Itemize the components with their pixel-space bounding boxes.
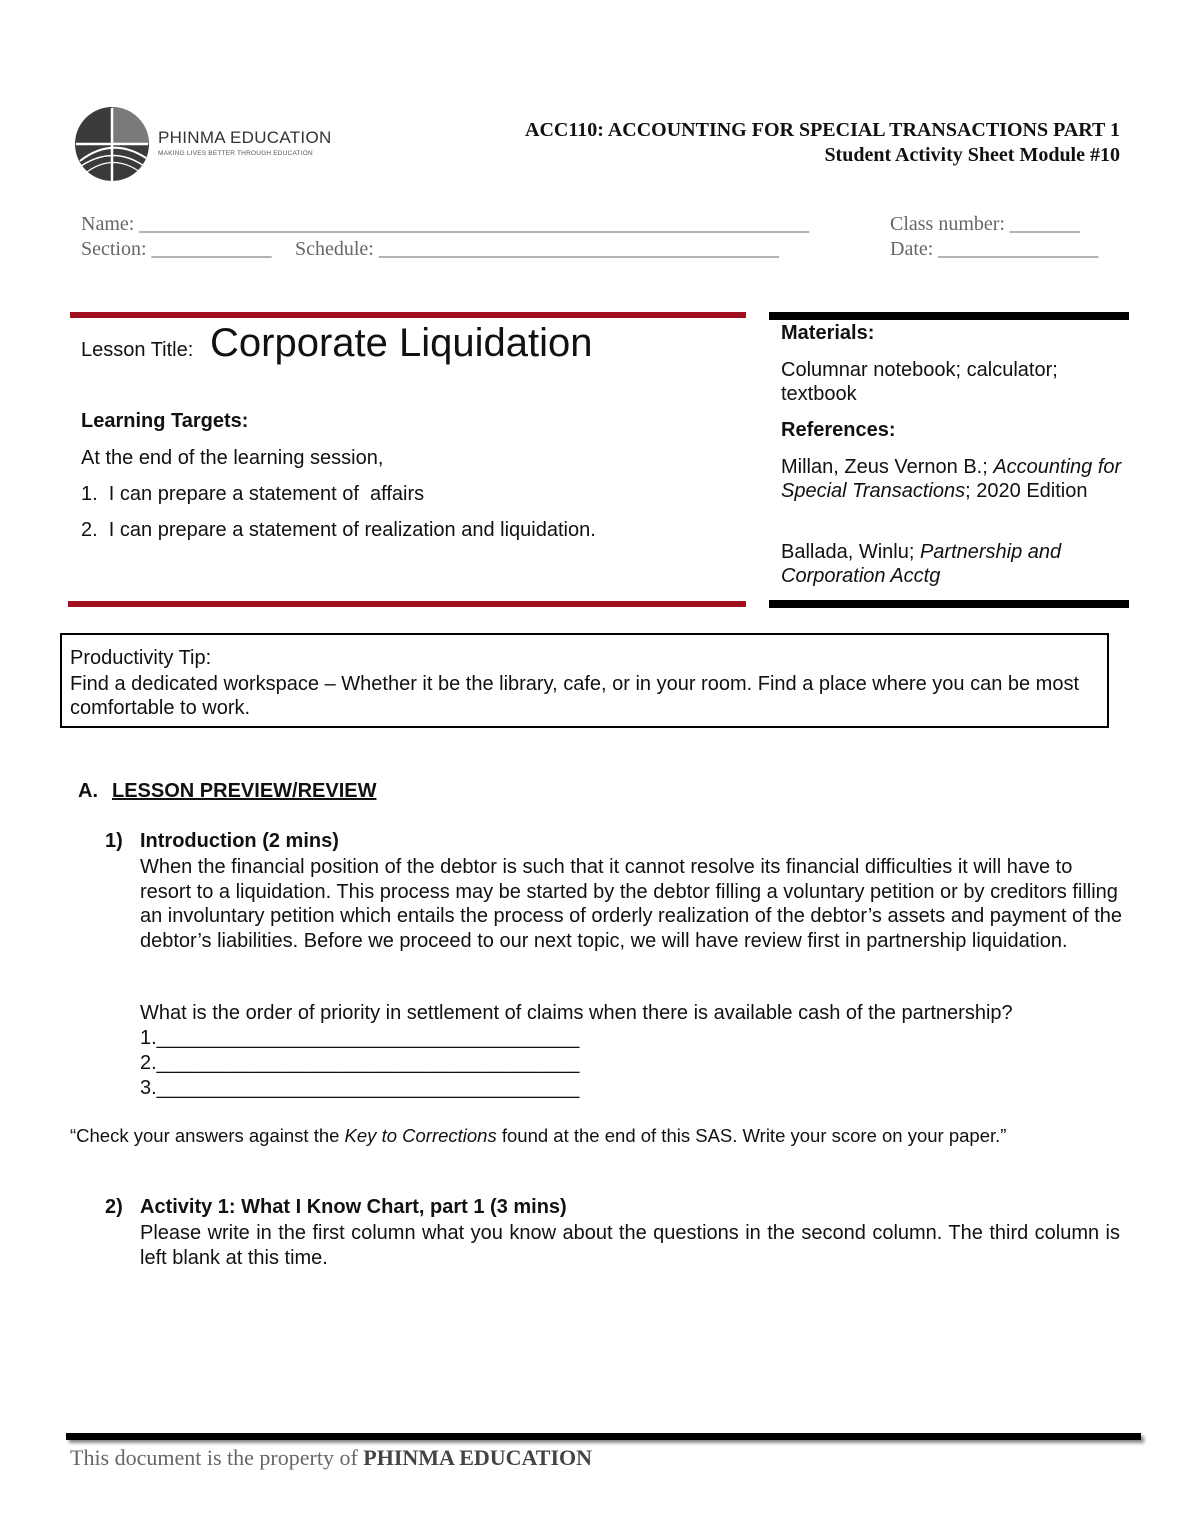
footer-text: This document is the property of [70,1445,364,1470]
footer-owner: PHINMA EDUCATION [363,1445,593,1470]
section-title: LESSON PREVIEW/REVIEW [112,780,377,802]
logo-tagline: MAKING LIVES BETTER THROUGH EDUCATION [158,150,313,157]
class-number-field[interactable]: Class number: _______ [890,213,1080,235]
reference-author: Millan, Zeus Vernon B.; [781,456,994,478]
references-heading: References: [781,419,896,441]
reference-edition: ; 2020 Edition [965,480,1088,502]
lesson-bottom-divider [68,601,746,607]
logo-wordmark: PHINMA EDUCATION [158,128,332,147]
lesson-title-label: Lesson Title: [81,339,194,361]
footer-ownership [70,1445,592,1471]
materials-list: Columnar notebook; calculator; textbook [781,359,1058,405]
learning-target-item: 1. I can prepare a statement of affairs [81,483,425,505]
priority-question: What is the order of priority in settlement of claims when there is available cash of the partnership? [140,1002,1013,1024]
lesson-title: Corporate Liquidation [210,321,593,365]
answer-blank[interactable]: 3.______________________________________ [140,1077,580,1099]
sidebar-bottom-divider [769,600,1129,608]
reference-item [781,455,1126,503]
date-field[interactable]: Date: ________________ [890,238,1099,260]
learning-targets-heading: Learning Targets: [81,410,249,432]
key-to-corrections-ref: Key to Corrections [344,1125,497,1146]
schedule-field[interactable]: Schedule: ________________________________________ [295,238,779,260]
activity-paragraph: Please write in the first column what you know about the questions in the second column. The third column is left blank at this time. [140,1222,1120,1269]
introduction-heading: Introduction (2 mins) [140,830,339,852]
reference-title: Partnership and Corporation Acctg [781,541,1062,587]
note-text: “Check your answers against the [70,1125,345,1146]
productivity-tip-heading: Productivity Tip: [70,647,212,669]
reference-item [781,540,1126,588]
reference-author: Ballada, Winlu; [781,541,920,563]
materials-heading: Materials: [781,322,875,344]
activity-heading: Activity 1: What I Know Chart, part 1 (3 mins) [140,1196,567,1218]
answer-blank[interactable]: 1.______________________________________ [140,1027,580,1049]
learning-target-item: 2. I can prepare a statement of realization and liquidation. [81,519,596,541]
sidebar-top-divider [769,312,1129,320]
item-number: 2) [105,1196,123,1218]
name-field[interactable]: Name: ___________________________________________________________________ [81,213,810,235]
item-number: 1) [105,830,123,852]
course-title: ACC110: ACCOUNTING FOR SPECIAL TRANSACTIONS PART 1 [525,119,1120,141]
lesson-top-divider [70,312,746,318]
section-letter: A. [78,780,98,802]
learning-targets-intro: At the end of the learning session, [81,447,384,469]
answer-blank[interactable]: 2.______________________________________ [140,1052,580,1074]
productivity-tip-text: Find a dedicated workspace – Whether it be the library, cafe, or in your room. Find a place where you can be most comfortable to work. [70,673,1080,719]
check-answers-note [70,1125,1006,1147]
note-text: found at the end of this SAS. Write your score on your paper.” [496,1125,1007,1146]
sas-module-title: Student Activity Sheet Module #10 [824,144,1120,166]
section-field[interactable]: Section: ____________ [81,238,272,260]
reference-title: Accounting for Special Transactions [781,456,1122,502]
introduction-paragraph: When the financial position of the debtor is such that it cannot resolve its financial difficulties it will have to resort to a liquidation. This process may be started by the debtor filling a voluntary petition or by creditors filling an involuntary petition which entails the process of orderly realization of the debtor’s assets and payment of the debtor’s liabilities. Before we proceed to our next topic, we will have review first in partnership liquidation. [140,856,1123,952]
footer-divider [66,1433,1141,1440]
